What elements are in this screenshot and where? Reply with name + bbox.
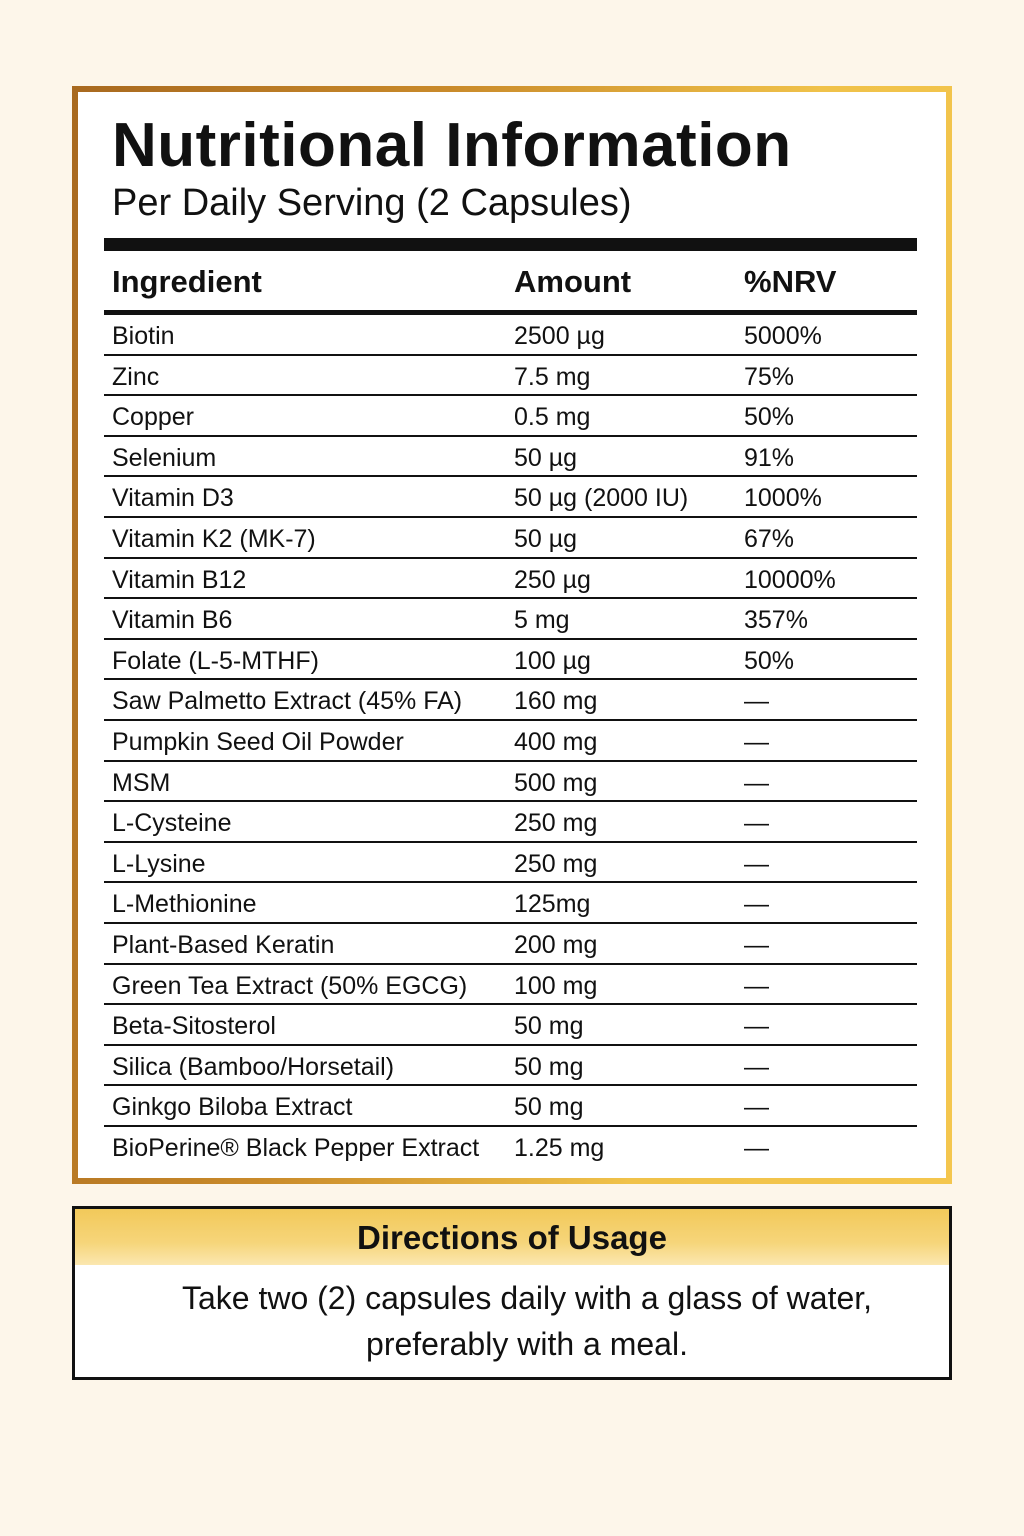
nrv-cell: 50% [744, 646, 795, 675]
amount-cell: 50 µg [514, 443, 578, 472]
table-row [104, 477, 917, 518]
ingredient-cell: Saw Palmetto Extract (45% FA) [112, 687, 463, 716]
nrv-cell: — [744, 971, 769, 1000]
amount-cell: 125mg [514, 890, 591, 919]
nrv-cell: — [744, 1052, 769, 1081]
table-row [104, 396, 917, 437]
amount-cell: 7.5 mg [514, 362, 591, 391]
nrv-cell: — [744, 727, 769, 756]
table-row [104, 437, 917, 478]
table-row [104, 640, 917, 681]
amount-cell: 50 mg [514, 1012, 584, 1041]
nutrition-panel [72, 86, 952, 1184]
table-row [104, 1127, 917, 1168]
nrv-cell: — [744, 809, 769, 838]
amount-cell: 400 mg [514, 727, 598, 756]
amount-cell: 200 mg [514, 930, 598, 959]
amount-cell: 100 mg [514, 971, 598, 1000]
ingredient-cell: Silica (Bamboo/Horsetail) [112, 1052, 395, 1081]
table-row [104, 762, 917, 803]
ingredient-cell: Vitamin B6 [112, 606, 233, 635]
table-row [104, 518, 917, 559]
nrv-cell: — [744, 1012, 769, 1041]
nrv-cell: 357% [744, 606, 808, 635]
amount-cell: 50 mg [514, 1052, 584, 1081]
amount-cell: 500 mg [514, 768, 598, 797]
table-row [104, 924, 917, 965]
amount-cell: 250 mg [514, 809, 598, 838]
ingredient-cell: Vitamin K2 (MK-7) [112, 524, 316, 553]
amount-cell: 0.5 mg [514, 403, 591, 432]
nrv-cell: 1000% [744, 484, 822, 513]
ingredient-cell: BioPerine® Black Pepper Extract [112, 1133, 480, 1162]
nrv-cell: — [744, 849, 769, 878]
header-ingredient: Ingredient [112, 264, 262, 299]
ingredient-cell: MSM [112, 768, 171, 797]
header-nrv: %NRV [744, 264, 837, 299]
ingredient-cell: Ginkgo Biloba Extract [112, 1093, 353, 1122]
amount-cell: 2500 µg [514, 322, 605, 350]
table-row [104, 1086, 917, 1127]
table-row [104, 356, 917, 397]
nrv-cell: 67% [744, 524, 795, 553]
table-row [104, 680, 917, 721]
ingredient-cell: Biotin [112, 322, 175, 350]
directions-line-1: Take two (2) capsules daily with a glass of water, [181, 1280, 873, 1316]
ingredient-cell: Folate (L-5-MTHF) [112, 646, 319, 675]
table-row [104, 883, 917, 924]
table-header [104, 254, 917, 315]
directions-heading: Directions of Usage [75, 1209, 949, 1265]
table-row [104, 559, 917, 600]
table-row [104, 843, 917, 884]
amount-cell: 50 mg [514, 1093, 584, 1122]
directions-line-2: preferably with a meal. [366, 1326, 688, 1362]
header-amount: Amount [514, 264, 632, 299]
ingredient-table-body [104, 315, 917, 1167]
ingredient-cell: Selenium [112, 443, 217, 472]
nrv-cell: — [744, 687, 769, 716]
table-row [104, 965, 917, 1006]
table-row [104, 315, 917, 356]
ingredient-cell: Vitamin D3 [112, 484, 234, 513]
ingredient-cell: Plant-Based Keratin [112, 930, 335, 959]
panel-subtitle: Per Daily Serving (2 Capsules) [112, 182, 632, 224]
ingredient-cell: Vitamin B12 [112, 565, 247, 594]
amount-cell: 1.25 mg [514, 1133, 605, 1162]
amount-cell: 160 mg [514, 687, 598, 716]
panel-title: Nutritional Information [112, 111, 792, 180]
ingredient-cell: L-Cysteine [112, 809, 232, 838]
table-row [104, 1005, 917, 1046]
nrv-cell: — [744, 890, 769, 919]
amount-cell: 250 mg [514, 849, 598, 878]
table-row [104, 1046, 917, 1087]
amount-cell: 5 mg [514, 606, 570, 635]
nrv-cell: — [744, 1133, 769, 1162]
thick-divider [104, 238, 917, 251]
directions-box [72, 1206, 952, 1380]
nrv-cell: 10000% [744, 565, 836, 594]
ingredient-cell: Green Tea Extract (50% EGCG) [112, 971, 468, 1000]
nrv-cell: — [744, 930, 769, 959]
table-row [104, 599, 917, 640]
nrv-cell: 91% [744, 443, 795, 472]
amount-cell: 50 µg (2000 IU) [514, 484, 689, 513]
amount-cell: 100 µg [514, 646, 591, 675]
amount-cell: 50 µg [514, 524, 578, 553]
nrv-cell: 50% [744, 403, 795, 432]
directions-text [75, 1265, 949, 1367]
ingredient-cell: L-Lysine [112, 849, 206, 878]
amount-cell: 250 µg [514, 565, 591, 594]
table-row [104, 802, 917, 843]
ingredient-cell: Zinc [112, 362, 160, 391]
nrv-cell: 5000% [744, 322, 822, 350]
ingredient-cell: Copper [112, 403, 194, 432]
nrv-cell: — [744, 1093, 769, 1122]
nrv-cell: 75% [744, 362, 795, 391]
ingredient-cell: L-Methionine [112, 890, 257, 919]
nrv-cell: — [744, 768, 769, 797]
ingredient-cell: Beta-Sitosterol [112, 1012, 276, 1041]
table-row [104, 721, 917, 762]
ingredient-cell: Pumpkin Seed Oil Powder [112, 727, 404, 756]
nutrition-panel-inner [78, 92, 946, 1178]
